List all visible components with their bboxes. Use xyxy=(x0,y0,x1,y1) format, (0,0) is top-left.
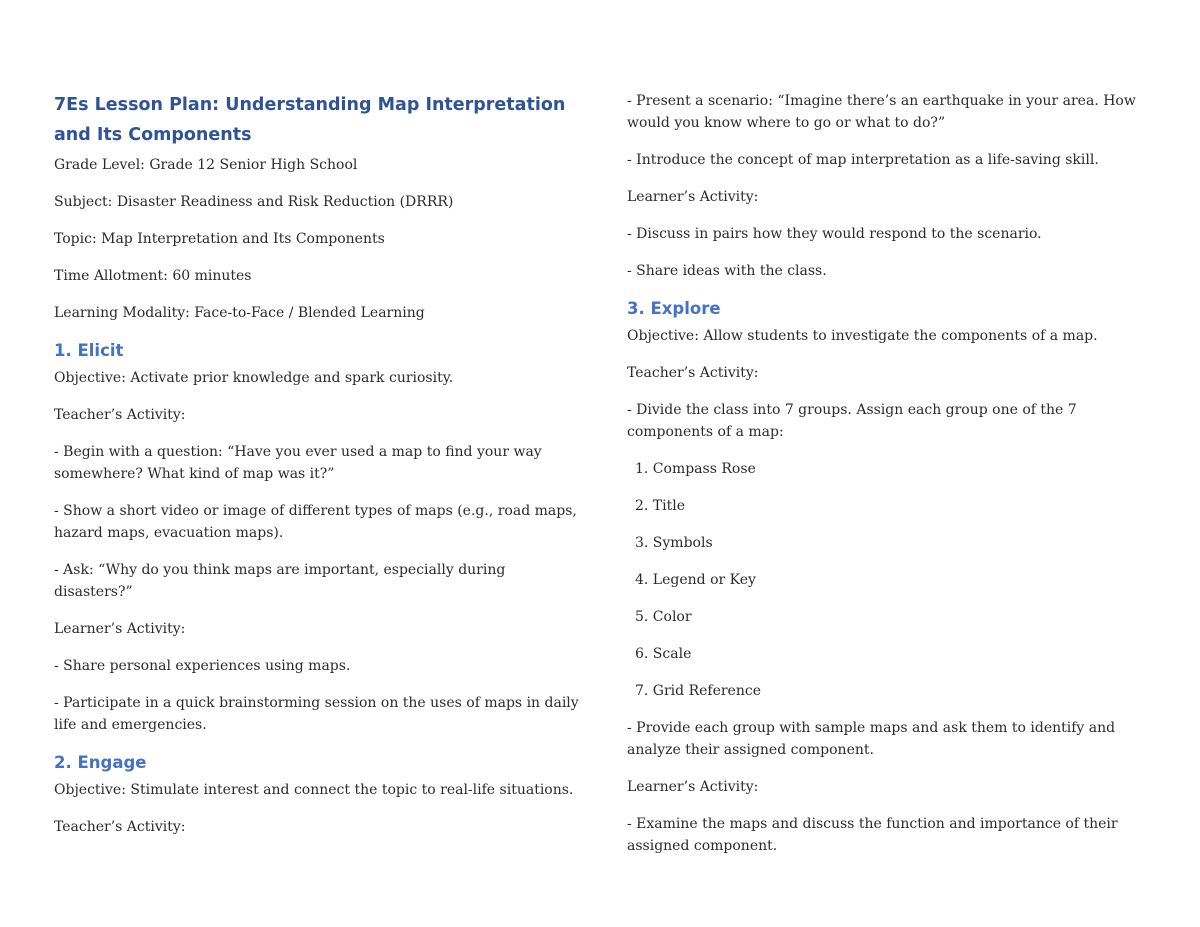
explore-teacher-label: Teacher’s Activity: xyxy=(627,365,759,381)
map-component-item: 7. Grid Reference xyxy=(635,683,761,699)
section-heading-explore: 3. Explore xyxy=(627,299,721,318)
engage-learner-label: Learner’s Activity: xyxy=(627,189,759,205)
meta-learning-modality: Learning Modality: Face-to-Face / Blended Learning xyxy=(54,305,425,321)
explore-teacher-after: - Provide each group with sample maps and ask them to identify and analyze their assigned component. xyxy=(627,720,1116,758)
elicit-objective: Objective: Activate prior knowledge and spark curiosity. xyxy=(54,370,454,386)
map-component-item: 1. Compass Rose xyxy=(635,461,756,477)
section-heading-elicit: 1. Elicit xyxy=(54,341,124,360)
elicit-teacher-label: Teacher’s Activity: xyxy=(54,407,186,423)
elicit-teacher-item: - Begin with a question: “Have you ever used a map to find your way somewhere? What kind of map was it?” xyxy=(54,444,542,482)
explore-teacher-intro: - Divide the class into 7 groups. Assign each group one of the 7 components of a map: xyxy=(627,402,1077,440)
map-component-item: 6. Scale xyxy=(635,646,692,662)
meta-subject: Subject: Disaster Readiness and Risk Reduction (DRRR) xyxy=(54,194,454,210)
map-component-item: 4. Legend or Key xyxy=(635,572,756,588)
engage-teacher-item: - Introduce the concept of map interpretation as a life-saving skill. xyxy=(627,152,1099,168)
engage-learner-item: - Share ideas with the class. xyxy=(627,263,827,279)
engage-learner-item: - Discuss in pairs how they would respond to the scenario. xyxy=(627,226,1042,242)
left-column xyxy=(54,90,582,853)
map-component-item: 3. Symbols xyxy=(635,535,713,551)
elicit-teacher-item: - Show a short video or image of different types of maps (e.g., road maps, hazard maps, evacuation maps). xyxy=(54,503,577,541)
elicit-learner-item: - Share personal experiences using maps. xyxy=(54,658,351,674)
right-column xyxy=(627,90,1147,872)
explore-learner-label: Learner’s Activity: xyxy=(627,779,759,795)
elicit-learner-label: Learner’s Activity: xyxy=(54,621,186,637)
meta-topic: Topic: Map Interpretation and Its Components xyxy=(54,231,385,247)
elicit-learner-item: - Participate in a quick brainstorming session on the uses of maps in daily life and emergencies. xyxy=(54,695,579,733)
engage-teacher-label: Teacher’s Activity: xyxy=(54,819,186,835)
section-heading-engage: 2. Engage xyxy=(54,753,147,772)
map-component-item: 5. Color xyxy=(635,609,692,625)
map-component-item: 2. Title xyxy=(635,498,686,514)
meta-grade-level: Grade Level: Grade 12 Senior High School xyxy=(54,157,358,173)
document-title: 7Es Lesson Plan: Understanding Map Interpretation and Its Components xyxy=(54,95,566,145)
elicit-teacher-item: - Ask: “Why do you think maps are important, especially during disasters?” xyxy=(54,562,506,600)
engage-objective: Objective: Stimulate interest and connect the topic to real-life situations. xyxy=(54,782,574,798)
engage-teacher-item: - Present a scenario: “Imagine there’s an earthquake in your area. How would you know where to go or what to do?” xyxy=(627,93,1136,131)
explore-objective: Objective: Allow students to investigate the components of a map. xyxy=(627,328,1098,344)
explore-learner-item: - Examine the maps and discuss the function and importance of their assigned component. xyxy=(627,816,1118,854)
meta-time-allotment: Time Allotment: 60 minutes xyxy=(54,268,252,284)
